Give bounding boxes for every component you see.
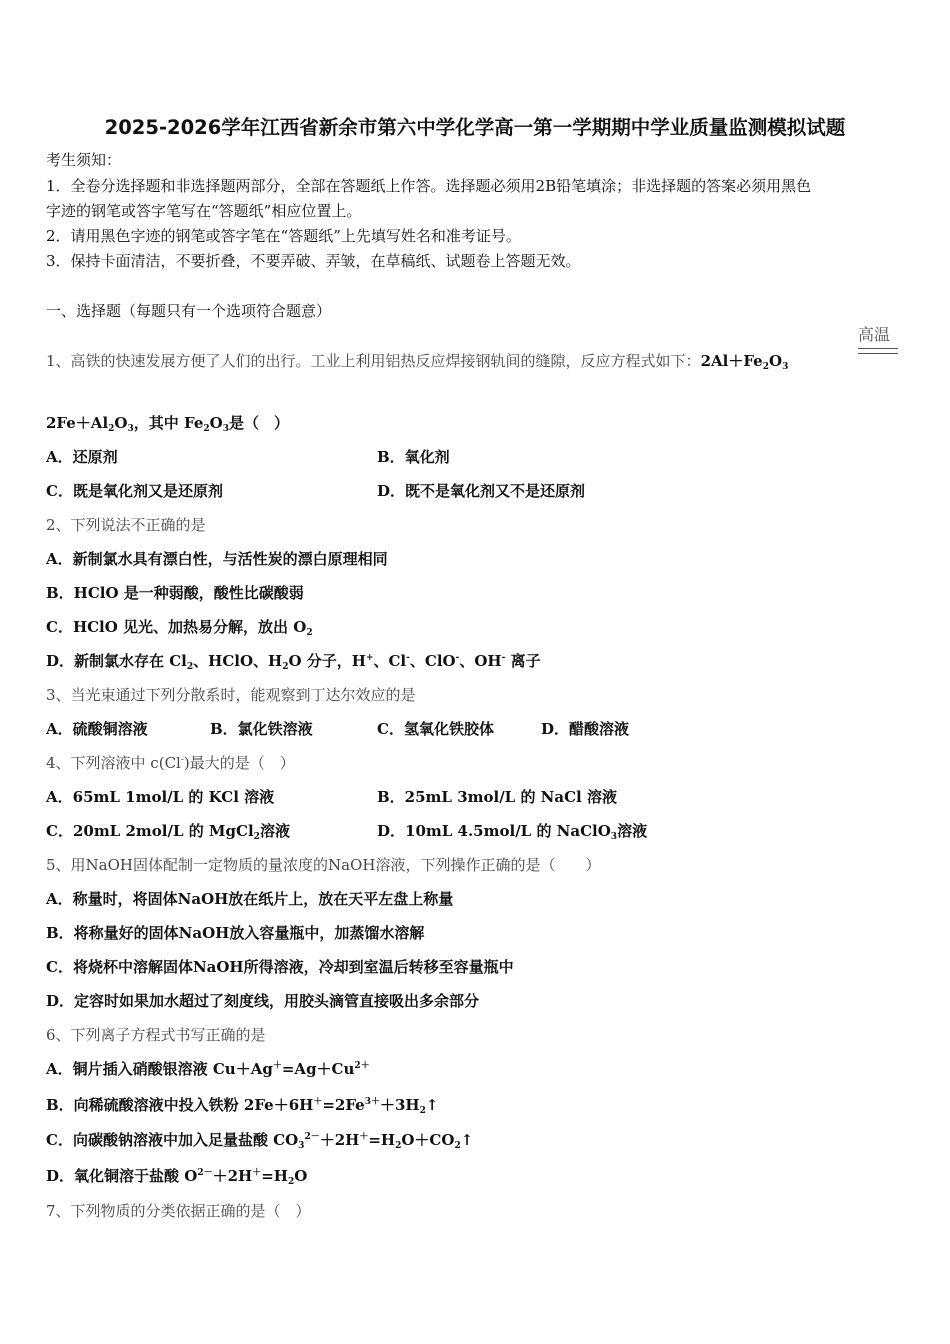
section-heading: 一、选择题（每题只有一个选项符合题意） bbox=[46, 302, 332, 320]
question-2-option-d: D．新制氯水存在 $Cl_2$、HClO、$H_2O$ 分子，H+、Cl-、ClO-、OH- 离子 bbox=[46, 652, 541, 672]
question-4-stem: 4、下列溶液中 c(Cl-)最大的是（ ） bbox=[46, 754, 295, 772]
question-6-stem: 6、下列离子方程式书写正确的是 bbox=[46, 1026, 266, 1044]
notice-item-2: 2．请用黑色字迹的钢笔或答字笔在“答题纸”上先填写姓名和准考证号。 bbox=[46, 227, 521, 245]
question-5-option-b: B．将称量好的固体NaOH放入容量瓶中，加蒸馏水溶解 bbox=[46, 924, 425, 942]
question-1-option-d: D．既不是氧化剂又不是还原剂 bbox=[377, 482, 586, 500]
question-1-option-a: A．还原剂 bbox=[46, 448, 118, 466]
reaction-arrow bbox=[858, 348, 898, 354]
question-1-option-b: B．氧化剂 bbox=[377, 448, 450, 466]
question-6-option-a: A．铜片插入硝酸银溶液 $Cu+Ag^+=Ag+Cu^{2+}$ bbox=[46, 1060, 370, 1078]
question-1-stem: 1、高铁的快速发展方便了人们的出行。工业上利用铝热反应焊接钢轨间的缝隙，反应方程式如下：$2Al+Fe_2O_3$ bbox=[46, 352, 789, 372]
notice-heading: 考生须知： bbox=[46, 151, 122, 169]
question-3-option-c: C．氢氧化铁胶体 bbox=[377, 720, 494, 738]
question-3-option-a: A．硫酸铜溶液 bbox=[46, 720, 148, 738]
question-6-option-b: B．向稀硫酸溶液中投入铁粉 $2Fe+6H^+=2Fe^{3+}+3H_2↑$ bbox=[46, 1096, 439, 1116]
question-3-stem: 3、当光束通过下列分散系时，能观察到丁达尔效应的是 bbox=[46, 686, 416, 704]
question-6-option-d: D．氧化铜溶于盐酸 $O^{2-}+2H^+=H_2O$ bbox=[46, 1167, 308, 1187]
question-5-option-d: D．定容时如果加水超过了刻度线，用胶头滴管直接吸出多余部分 bbox=[46, 992, 480, 1010]
page-title: 2025-2026学年江西省新余市第六中学化学高一第一学期期中学业质量监测模拟试题 bbox=[104, 116, 846, 139]
reaction-condition: 高温 bbox=[858, 325, 891, 344]
question-3-option-b: B．氯化铁溶液 bbox=[210, 720, 313, 738]
notice-item-3: 3．保持卡面清洁，不要折叠，不要弄破、弄皱，在草稿纸、试题卷上答题无效。 bbox=[46, 252, 581, 270]
question-1-option-c: C．既是氧化剂又是还原剂 bbox=[46, 482, 223, 500]
question-3-option-d: D．醋酸溶液 bbox=[541, 720, 630, 738]
question-5-stem: 5、用NaOH固体配制一定物质的量浓度的NaOH溶液，下列操作正确的是（ ） bbox=[46, 856, 601, 874]
question-7-stem: 7、下列物质的分类依据正确的是（ ） bbox=[46, 1202, 311, 1220]
question-6-option-c: C．向碳酸钠溶液中加入足量盐酸 $CO_3^{2-}+2H^+=H_2O+CO_2↑$ bbox=[46, 1131, 474, 1151]
question-4-option-b: B．25mL 3mol/L 的 NaCl 溶液 bbox=[377, 788, 617, 806]
question-5-option-a: A．称量时，将固体NaOH放在纸片上，放在天平左盘上称量 bbox=[46, 890, 454, 908]
question-4-option-d: D．10mL 4.5mol/L 的 NaClO$_3$溶液 bbox=[377, 822, 648, 842]
question-2-stem: 2、下列说法不正确的是 bbox=[46, 516, 206, 534]
question-2-option-b: B．HClO 是一种弱酸，酸性比碳酸弱 bbox=[46, 584, 304, 602]
question-2-option-c: C．HClO 见光、加热易分解，放出 $O_2$ bbox=[46, 618, 313, 638]
question-4-option-a: A．65mL 1mol/L 的 KCl 溶液 bbox=[46, 788, 275, 806]
question-1-equation-right: $2Fe+Al_2O_3$，其中 $Fe_2O_3$是（ ） bbox=[46, 414, 289, 434]
notice-item-1-cont: 字迹的钢笔或答字笔写在“答题纸”相应位置上。 bbox=[46, 202, 362, 220]
question-5-option-c: C．将烧杯中溶解固体NaOH所得溶液，冷却到室温后转移至容量瓶中 bbox=[46, 958, 514, 976]
question-2-option-a: A．新制氯水具有漂白性，与活性炭的漂白原理相同 bbox=[46, 550, 388, 568]
equation-left: $2Al+Fe_2O_3$ bbox=[700, 352, 789, 372]
question-4-option-c: C．20mL 2mol/L 的 MgCl$_2$溶液 bbox=[46, 822, 290, 842]
notice-item-1: 1．全卷分选择题和非选择题两部分，全部在答题纸上作答。选择题必须用2B铅笔填涂；非选择题的答案必须用黑色 bbox=[46, 177, 812, 195]
